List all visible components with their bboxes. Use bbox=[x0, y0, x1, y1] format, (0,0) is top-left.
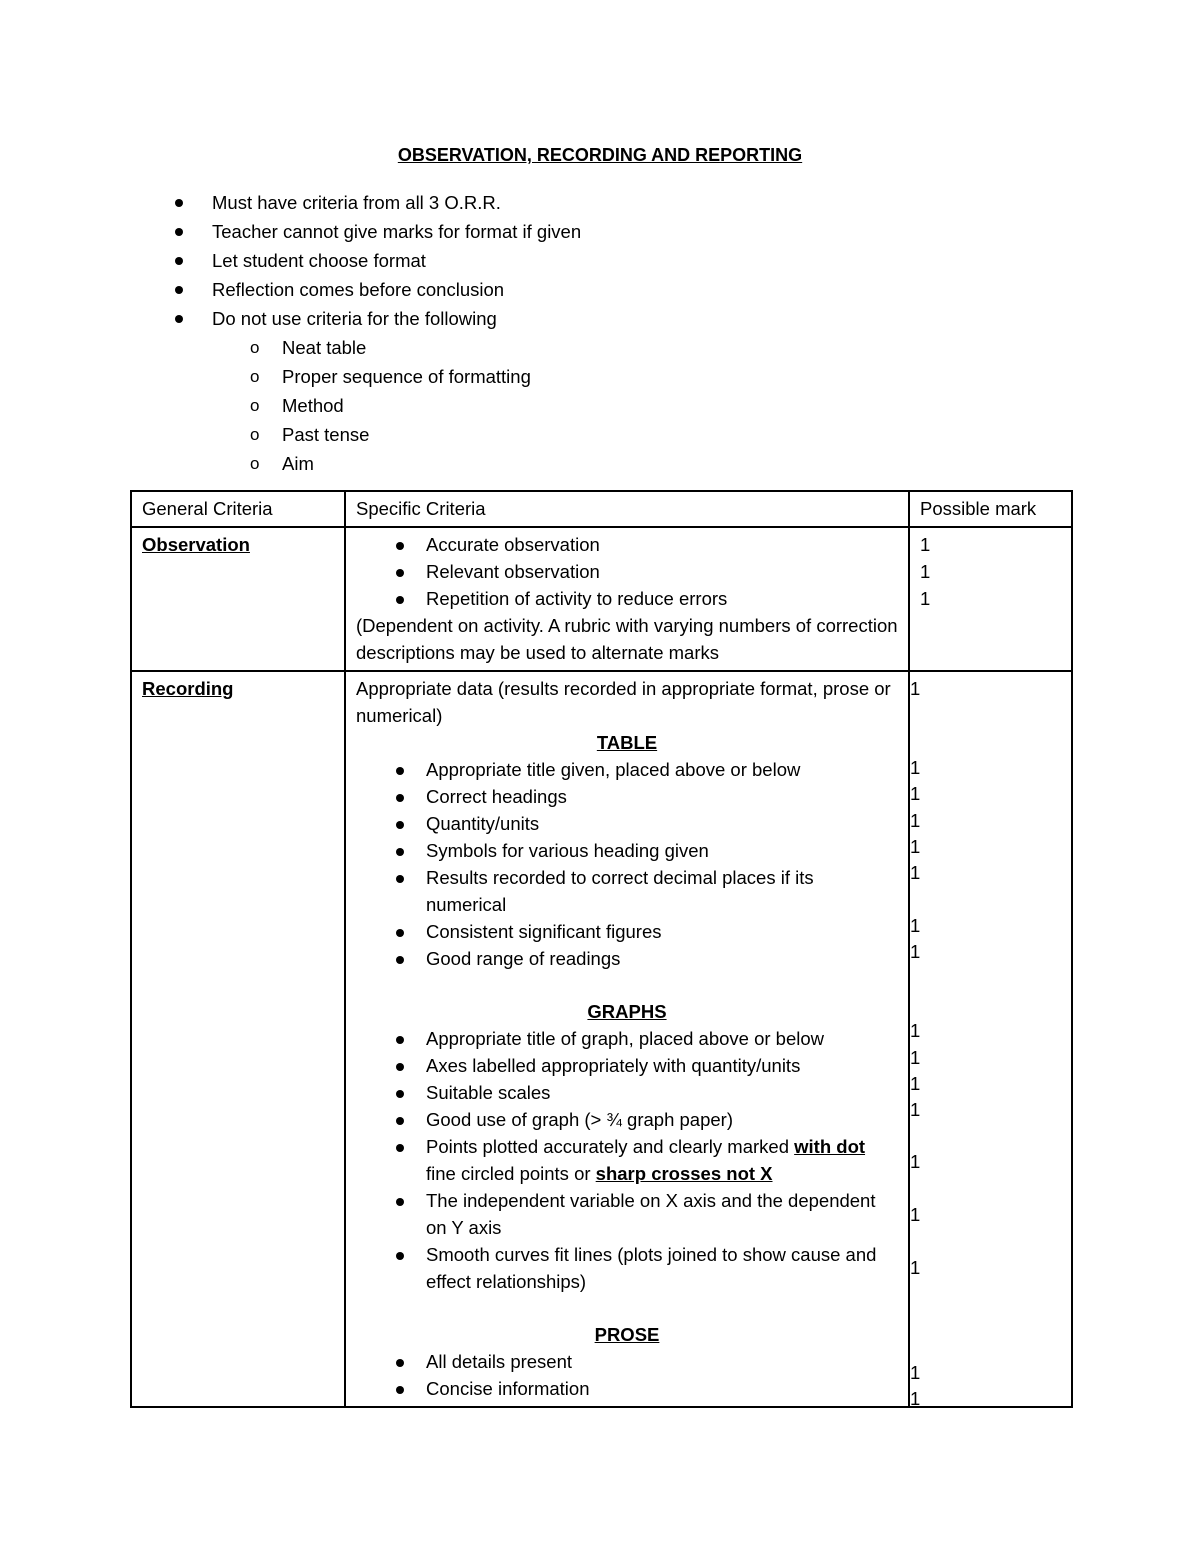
criteria-label-observation: Observation bbox=[142, 534, 250, 555]
criteria-list bbox=[356, 756, 898, 972]
header-specific-criteria: Specific Criteria bbox=[345, 491, 909, 527]
intro-bullet: Do not use criteria for the following bbox=[170, 304, 581, 333]
circle-bullet-icon: o bbox=[250, 396, 260, 415]
intro-sub-bullet: o Neat table bbox=[250, 333, 581, 362]
circle-bullet-icon: o bbox=[250, 454, 260, 473]
mark-value: 1 bbox=[910, 678, 921, 699]
mark-value: 1 bbox=[910, 1257, 921, 1278]
list-item: Correct headings bbox=[356, 783, 898, 810]
mark-value: 1 bbox=[910, 783, 921, 804]
spacer bbox=[356, 1295, 898, 1321]
list-item: Suitable scales bbox=[356, 1079, 898, 1106]
general-criteria-cell bbox=[131, 527, 345, 671]
mark-value: 1 bbox=[910, 1073, 921, 1094]
bullet-dot-icon bbox=[175, 257, 183, 265]
section-heading-table: TABLE bbox=[596, 732, 658, 753]
list-item: All details present bbox=[356, 1348, 898, 1375]
mark-value: 1 bbox=[910, 836, 921, 857]
intro-bullet: Reflection comes before conclusion bbox=[170, 275, 581, 304]
mark-value: 1 bbox=[920, 561, 931, 582]
list-item: Consistent significant figures bbox=[356, 918, 898, 945]
mark-value: 1 bbox=[910, 1151, 921, 1172]
header-possible-mark: Possible mark bbox=[909, 491, 1072, 527]
list-item: Points plotted accurately and clearly marked with dot fine circled points or sharp crosses not X bbox=[356, 1133, 898, 1187]
list-item: Accurate observation bbox=[356, 531, 898, 558]
intro-bullet: Teacher cannot give marks for format if given bbox=[170, 217, 581, 246]
mark-value: 1 bbox=[920, 588, 931, 609]
intro-bullet: Must have criteria from all 3 O.R.R. bbox=[170, 188, 581, 217]
mark-value: 1 bbox=[910, 1204, 921, 1225]
table-header-row bbox=[131, 491, 1072, 527]
bullet-dot-icon bbox=[175, 228, 183, 236]
circle-bullet-icon: o bbox=[250, 338, 260, 357]
bullet-dot-icon bbox=[175, 286, 183, 294]
rubric-table bbox=[130, 490, 1073, 1408]
circle-bullet-icon: o bbox=[250, 425, 260, 444]
emphasis-text: with dot bbox=[794, 1136, 866, 1157]
general-criteria-cell bbox=[131, 671, 345, 1407]
mark-value: 1 bbox=[910, 862, 921, 883]
mark-value: 1 bbox=[910, 1099, 921, 1120]
list-item: The independent variable on X axis and the dependent on Y axis bbox=[356, 1187, 898, 1241]
intro-sub-bullet: o Aim bbox=[250, 449, 581, 478]
mark-value: 1 bbox=[910, 810, 921, 831]
list-item: Repetition of activity to reduce errors bbox=[356, 585, 898, 612]
list-item: Quantity/units bbox=[356, 810, 898, 837]
bullet-dot-icon bbox=[175, 199, 183, 207]
section-heading-graphs: GRAPHS bbox=[587, 1001, 667, 1022]
list-item: Concise information bbox=[356, 1375, 898, 1402]
mark-value: 1 bbox=[910, 1362, 921, 1383]
list-item: Appropriate title of graph, placed above or below bbox=[356, 1025, 898, 1052]
list-item: Appropriate title given, placed above or below bbox=[356, 756, 898, 783]
specific-criteria-cell bbox=[345, 671, 909, 1407]
mark-value: 1 bbox=[910, 1047, 921, 1068]
criteria-list bbox=[356, 1348, 898, 1402]
intro-list bbox=[170, 188, 581, 478]
recording-intro: Appropriate data (results recorded in appropriate format, prose or numerical) bbox=[356, 678, 891, 726]
mark-cell bbox=[909, 527, 1072, 671]
section-heading-prose: PROSE bbox=[594, 1324, 660, 1345]
observation-note: (Dependent on activity. A rubric with varying numbers of correction descriptions may be used to alternate marks bbox=[356, 615, 898, 663]
mark-value: 1 bbox=[920, 534, 931, 555]
criteria-list bbox=[356, 531, 898, 612]
circle-bullet-icon: o bbox=[250, 367, 260, 386]
bullet-dot-icon bbox=[175, 315, 183, 323]
mark-value: 1 bbox=[910, 1388, 921, 1409]
list-item: Axes labelled appropriately with quantity/units bbox=[356, 1052, 898, 1079]
mark-value: 1 bbox=[910, 941, 921, 962]
table-row-recording bbox=[131, 671, 1072, 1407]
list-item: Smooth curves fit lines (plots joined to show cause and effect relationships) bbox=[356, 1241, 898, 1295]
specific-criteria-cell bbox=[345, 527, 909, 671]
mark-value: 1 bbox=[910, 757, 921, 778]
list-item: Results recorded to correct decimal places if its numerical bbox=[356, 864, 898, 918]
intro-bullet: Let student choose format bbox=[170, 246, 581, 275]
criteria-label-recording: Recording bbox=[142, 678, 234, 699]
intro-sub-bullet: o Method bbox=[250, 391, 581, 420]
header-general-criteria: General Criteria bbox=[131, 491, 345, 527]
emphasis-text: sharp crosses not X bbox=[595, 1163, 773, 1184]
mark-value: 1 bbox=[910, 1020, 921, 1041]
list-item: Symbols for various heading given bbox=[356, 837, 898, 864]
intro-sub-bullet: o Proper sequence of formatting bbox=[250, 362, 581, 391]
mark-cell bbox=[909, 671, 1072, 1407]
criteria-list bbox=[356, 1025, 898, 1295]
list-item: Good use of graph (> ¾ graph paper) bbox=[356, 1106, 898, 1133]
table-row-observation bbox=[131, 527, 1072, 671]
mark-value: 1 bbox=[910, 915, 921, 936]
list-item: Relevant observation bbox=[356, 558, 898, 585]
page-title: OBSERVATION, RECORDING AND REPORTING bbox=[397, 145, 803, 165]
list-item: Good range of readings bbox=[356, 945, 898, 972]
intro-sub-bullet: o Past tense bbox=[250, 420, 581, 449]
spacer bbox=[356, 972, 898, 998]
